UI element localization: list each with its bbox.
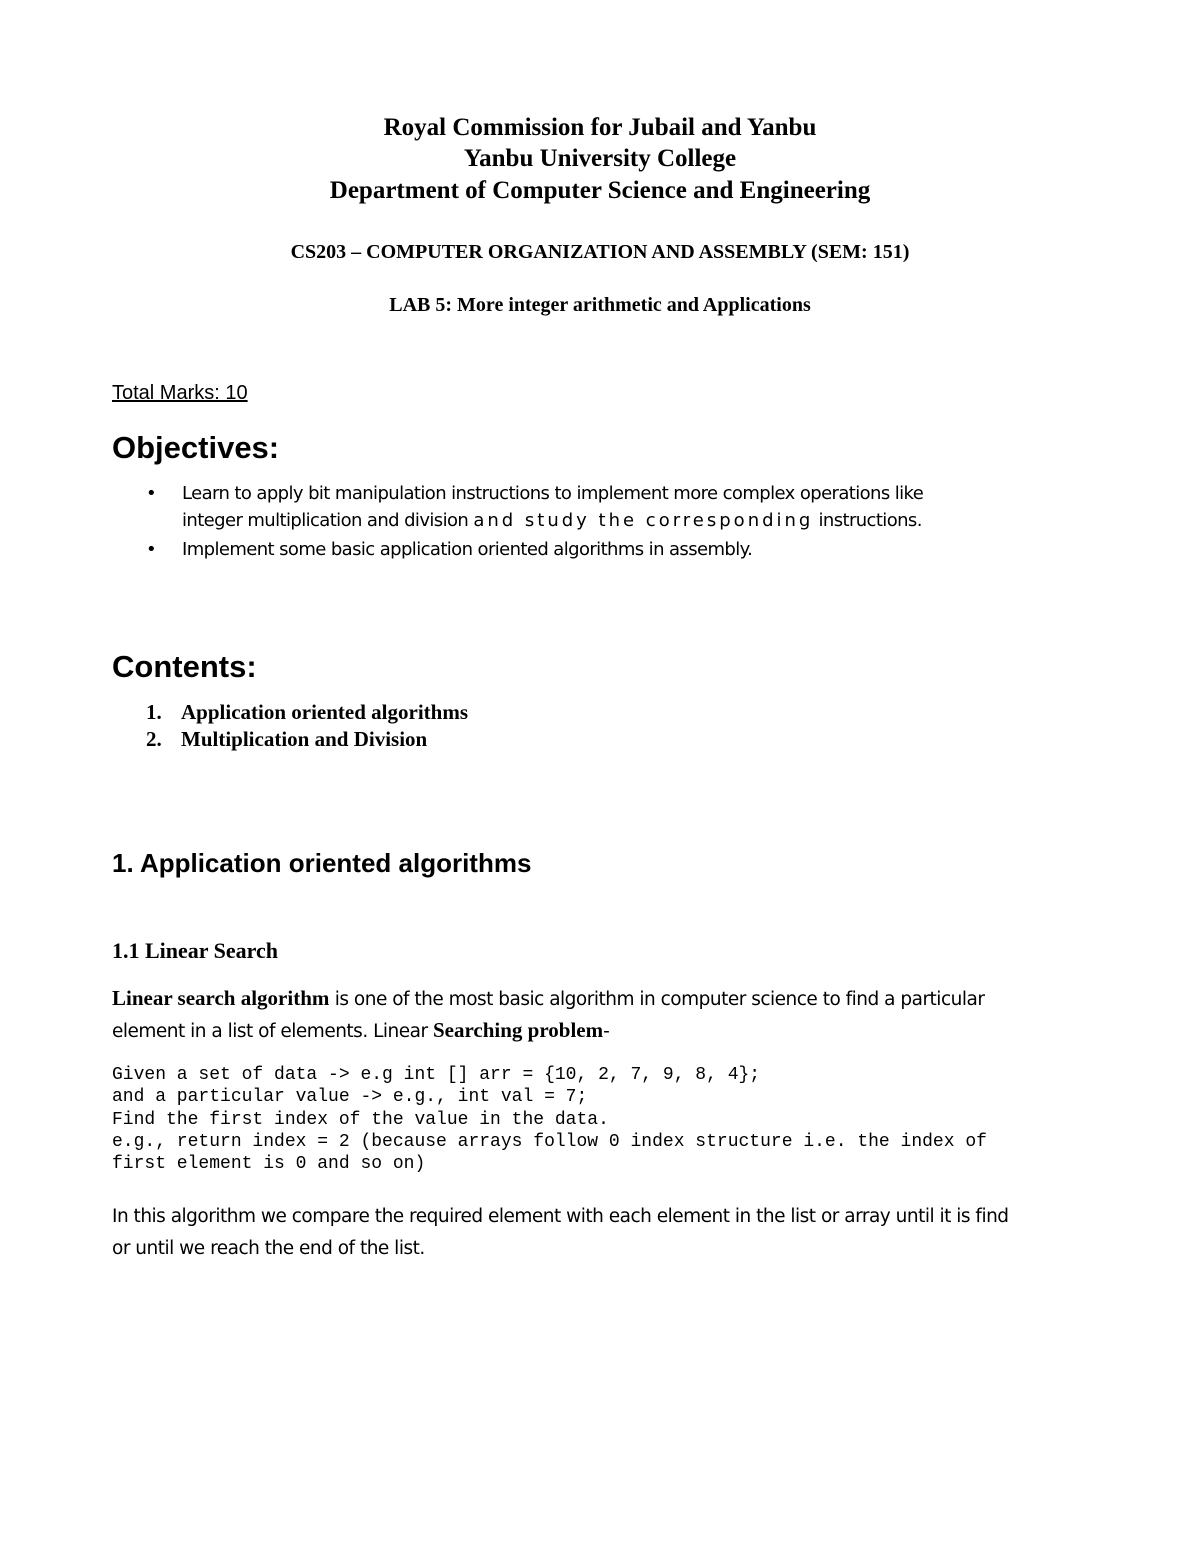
course-title: CS203 – COMPUTER ORGANIZATION AND ASSEMBLY (SEM: 151): [290, 241, 910, 263]
code-example: [112, 1064, 987, 1175]
objective-item-1-line2-start: integer multiplication and division: [182, 510, 474, 531]
code-line: first element is 0 and so on): [112, 1154, 426, 1175]
department-title: Department of Computer Science and Engineering: [329, 177, 871, 204]
code-line: and a particular value -> e.g., int val = 7;: [112, 1087, 588, 1108]
bullet-icon: •: [146, 483, 157, 504]
intro-rest: is one of the most basic algorithm in computer science to find a particular: [329, 989, 985, 1010]
code-line: e.g., return index = 2 (because arrays follow 0 index structure i.e. the index of: [112, 1131, 987, 1152]
contents-item-2-label: Multiplication and Division: [181, 727, 428, 751]
objective-item-1-line2-spaced: and study the corresponding: [473, 510, 814, 531]
contents-item-2-number: 2.: [146, 727, 162, 751]
section-1-heading: 1. Application oriented algorithms: [112, 848, 532, 878]
objective-item-2-line1: Implement some basic application oriented algorithms in assembly.: [182, 539, 753, 560]
objective-item-1-line2: [182, 510, 922, 531]
lab-title: LAB 5: More integer arithmetic and Applications: [389, 294, 811, 316]
intro-line2-bold: Searching problem: [432, 1018, 604, 1042]
contents-item-1-number: 1.: [146, 700, 162, 724]
bullet-icon: •: [146, 539, 157, 560]
institution-title: Royal Commission for Jubail and Yanbu: [383, 114, 817, 141]
intro-line2-end: -: [603, 1021, 610, 1042]
objective-item-1-line1: Learn to apply bit manipulation instructions to implement more complex operations like: [182, 483, 924, 504]
code-line: Given a set of data -> e.g int [] arr = {10, 2, 7, 9, 8, 4};: [112, 1065, 761, 1085]
intro-line2-start: element in a list of elements. Linear: [112, 1021, 433, 1042]
intro-bold-term: Linear search algorithm: [112, 986, 330, 1010]
intro-paragraph-line1: [112, 986, 984, 1011]
contents-heading: Contents:: [112, 649, 257, 684]
objectives-heading: Objectives:: [112, 430, 280, 465]
subsection-1-1-heading: 1.1 Linear Search: [112, 938, 279, 963]
intro-paragraph-line2: [112, 1018, 609, 1043]
objective-item-1-line2-end: instructions.: [813, 510, 922, 531]
closing-paragraph-line2: or until we reach the end of the list.: [112, 1238, 425, 1259]
college-title: Yanbu University College: [463, 145, 737, 172]
code-line: Find the first index of the value in the data.: [112, 1109, 609, 1130]
total-marks: Total Marks: 10: [112, 382, 248, 404]
contents-item-1-label: Application oriented algorithms: [181, 700, 468, 724]
closing-paragraph-line1: In this algorithm we compare the required element with each element in the list or array until it is find: [112, 1206, 1009, 1227]
